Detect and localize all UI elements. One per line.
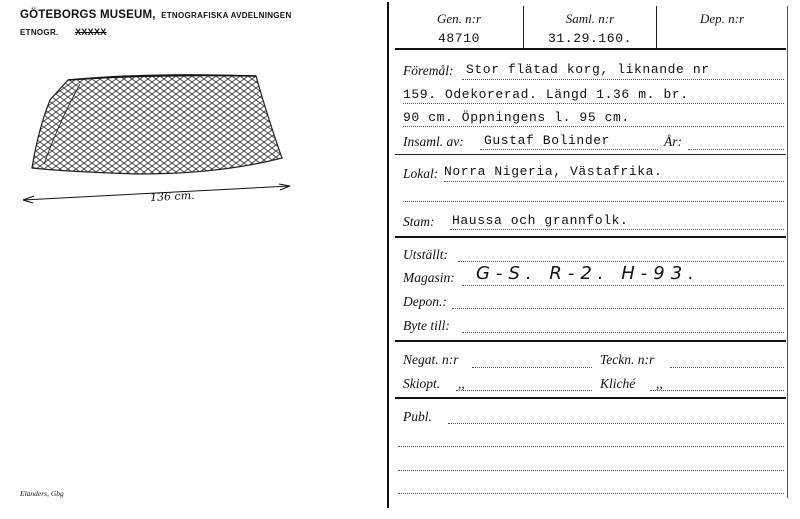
dotted-line <box>472 367 592 368</box>
utstallt-label: Utställt: <box>403 247 449 262</box>
foremal-line-2: 159. Odekorerad. Längd 1.36 m. br. <box>403 87 689 102</box>
gen-value: 48710 <box>437 31 480 46</box>
insaml-label: Insaml. av: <box>403 134 464 149</box>
lokal-label: Lokal: <box>403 166 439 181</box>
dotted-line <box>688 149 784 150</box>
header-bottom-rule <box>395 48 786 50</box>
foremal-line-3: 90 cm. Öppningens l. 95 cm. <box>403 110 630 125</box>
dotted-line <box>452 308 784 309</box>
card-divider <box>387 2 389 508</box>
arrow-right-icon <box>279 184 290 190</box>
dotted-line <box>444 181 784 182</box>
dotted-line <box>403 103 784 104</box>
foremal-line-1: Stor flätad korg, liknande nr <box>466 62 710 77</box>
card-right-edge <box>787 6 788 498</box>
museum-header <box>20 9 292 21</box>
saml-value: 31.29.160. <box>547 31 632 46</box>
dotted-line <box>398 446 784 447</box>
dotted-line <box>480 149 658 150</box>
depon-label: Depon.: <box>403 294 447 309</box>
dotted-line <box>450 229 784 230</box>
negat-label: Negat. n:r <box>403 352 459 367</box>
gen-label: Gen. n:r <box>436 11 482 26</box>
kliche-label: Kliché <box>600 376 636 391</box>
skiopt-label: Skiopt. <box>403 376 441 391</box>
magasin-value: G-S. R-2. H-93. <box>476 263 700 284</box>
dotted-line <box>650 390 784 391</box>
museum-name: GÖTEBORGS MUSEUM, <box>20 9 156 21</box>
etnogr-mark: XXXXX <box>75 27 107 37</box>
magasin-label: Magasin: <box>403 270 455 285</box>
kliche-ditto: ,, <box>656 376 663 391</box>
stam-value: Haussa och grannfolk. <box>452 213 629 228</box>
etnogr-label: ETNOGR. <box>20 28 59 37</box>
basket-body <box>32 75 282 174</box>
section-rule <box>395 397 786 399</box>
department-name: ETNOGRAFISKA AVDELNINGEN <box>161 11 292 20</box>
dotted-line <box>462 285 784 286</box>
dep-label: Dep. n:r <box>699 11 745 26</box>
dotted-line <box>403 126 784 127</box>
dotted-line <box>458 261 784 262</box>
byte-label: Byte till: <box>403 318 450 333</box>
section-rule <box>395 236 786 238</box>
saml-label: Saml. n:r <box>565 11 615 26</box>
insaml-value: Gustaf Bolinder <box>484 133 611 148</box>
dotted-line <box>448 423 784 424</box>
lokal-value: Norra Nigeria, Västafrika. <box>444 164 663 179</box>
dotted-line <box>462 79 784 80</box>
dotted-line <box>398 493 784 494</box>
foremal-label: Föremål: <box>403 63 454 78</box>
dotted-line <box>403 201 784 202</box>
skiopt-ditto: ,, <box>458 376 465 391</box>
dotted-line <box>462 332 784 333</box>
printer-mark: Elanders, Gbg <box>20 489 64 498</box>
dotted-line <box>398 470 784 471</box>
measurement-label: 136 cm. <box>149 188 195 205</box>
section-rule <box>395 340 786 342</box>
etnogr-line <box>20 27 107 37</box>
teckn-label: Teckn. n:r <box>600 352 655 367</box>
section-rule <box>395 154 786 155</box>
dotted-line <box>456 390 592 391</box>
stam-label: Stam: <box>403 214 435 229</box>
publ-label: Publ. <box>403 409 432 424</box>
ar-label: År: <box>664 134 682 149</box>
dotted-line <box>670 367 784 368</box>
